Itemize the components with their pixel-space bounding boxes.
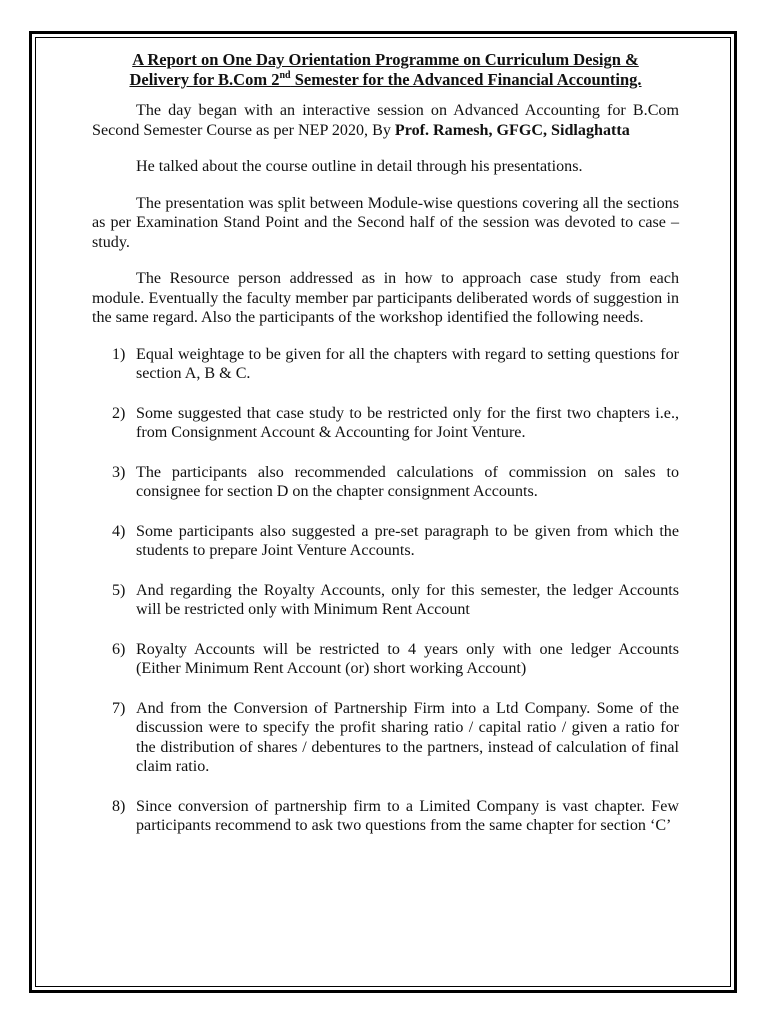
intro-paragraph (92, 101, 679, 140)
list-item-text: And from the Conversion of Partnership Firm into a Ltd Company. Some of the discussion were to specify the profit sharing ratio / capital ratio / given a ratio for the distribution of shares / debentures to the partners, instead of calculation of final claim ratio. (136, 699, 679, 775)
list-item-text: The participants also recommended calculations of commission on sales to consignee for section D on the chapter consignment Accounts. (136, 463, 679, 500)
list-item-text: Equal weightage to be given for all the chapters with regard to setting questions for section A, B & C. (136, 345, 679, 382)
needs-list (92, 345, 679, 836)
list-item-number: 7) (112, 699, 126, 717)
list-item-text: Royalty Accounts will be restricted to 4 years only with one ledger Accounts (Either Minimum Rent Account (or) short working Account) (136, 640, 679, 677)
list-item-number: 5) (112, 581, 126, 599)
speaker-name: Prof. Ramesh, GFGC, Sidlaghatta (394, 121, 630, 139)
list-item (92, 404, 679, 443)
title-line-2-start: Delivery for B.Com 2 (129, 70, 280, 89)
list-item (92, 699, 679, 777)
list-item-number: 8) (112, 797, 126, 815)
title-superscript: nd (279, 69, 291, 81)
list-item-number: 4) (112, 522, 126, 540)
list-item (92, 345, 679, 384)
list-item-text: Some suggested that case study to be restricted only for the first two chapters i.e., from Consignment Account & Accounting for Joint Venture. (136, 404, 679, 441)
list-item-text: Since conversion of partnership firm to a Limited Company is vast chapter. Few participants recommend to ask two questions from the same chapter for section ‘C’ (136, 797, 679, 834)
list-item (92, 581, 679, 620)
list-item-number: 3) (112, 463, 126, 481)
outline-paragraph: He talked about the course outline in detail through his presentations. (136, 158, 583, 175)
list-item-text: Some participants also suggested a pre-set paragraph to be given from which the students to prepare Joint Venture Accounts. (136, 522, 679, 559)
list-item (92, 522, 679, 561)
list-item (92, 640, 679, 679)
report-title (92, 50, 679, 90)
list-item (92, 463, 679, 502)
list-item-number: 6) (112, 640, 126, 658)
list-item (92, 797, 679, 836)
report-body (92, 50, 679, 856)
title-line-2-end: Semester for the Advanced Financial Accounting. (290, 70, 642, 89)
title-line-1: A Report on One Day Orientation Programme on Curriculum Design & (132, 50, 639, 69)
resource-person-paragraph: The Resource person addressed as in how to approach case study from each module. Eventually the faculty member par participants deliberated words of suggestion in the same regard. Also the participants of the workshop identified the following needs. (92, 270, 679, 326)
list-item-number: 1) (112, 345, 126, 363)
presentation-paragraph: The presentation was split between Module-wise questions covering all the sections as per Examination Stand Point and the Second half of the session was devoted to case – study. (92, 194, 679, 251)
list-item-number: 2) (112, 404, 126, 422)
list-item-text: And regarding the Royalty Accounts, only for this semester, the ledger Accounts will be restricted only with Minimum Rent Account (136, 581, 679, 618)
intro-text: The day began with an interactive session on Advanced Accounting for B.Com Second Semester Course as per NEP 2020, By (92, 102, 679, 139)
